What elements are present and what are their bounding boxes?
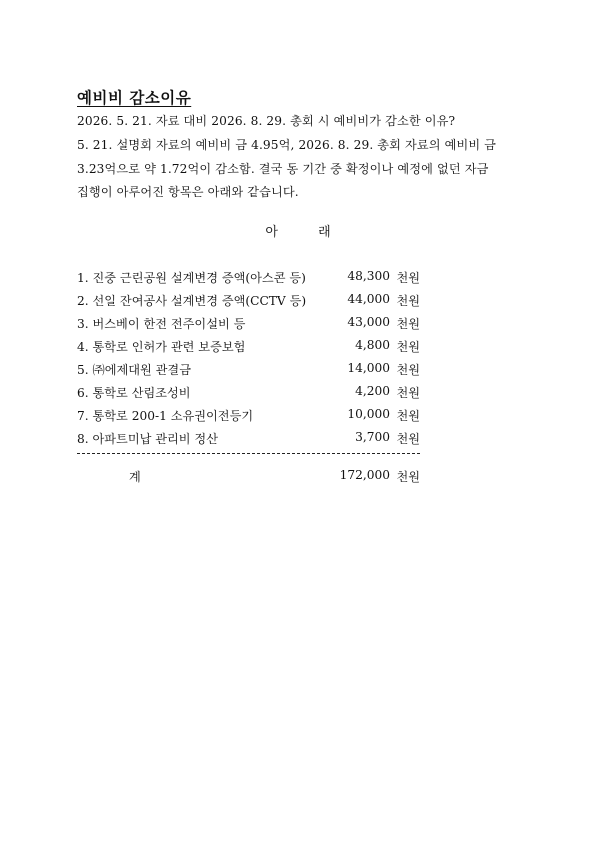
total-row <box>77 468 420 486</box>
paragraph-line-3: 3.23억으로 약 1.72억이 감소함. 결국 동 기간 중 확정이나 예정에 없던 자금 <box>77 162 489 176</box>
expense-item-unit: 천원 <box>396 432 420 446</box>
expense-item-unit: 천원 <box>396 363 420 377</box>
expense-item-amount: 3,700 <box>355 430 390 444</box>
expense-item-unit: 천원 <box>396 340 420 354</box>
section-heading: 아 래 <box>265 225 349 240</box>
expense-item <box>77 384 420 402</box>
dashed-divider <box>77 453 420 454</box>
expense-item-unit: 천원 <box>396 386 420 400</box>
expense-item <box>77 338 420 356</box>
expense-item <box>77 430 420 448</box>
expense-item-amount: 43,000 <box>347 315 390 329</box>
expense-item <box>77 407 420 425</box>
document-title: 예비비 감소이유 <box>77 89 192 107</box>
paragraph-line-4: 집행이 아루어진 항목은 아래와 같습니다. <box>77 185 299 199</box>
expense-item-amount: 4,800 <box>355 338 390 352</box>
expense-item-label: 5. ㈜에제대원 관결금 <box>77 363 191 377</box>
expense-item-label: 3. 버스베이 한전 전주이설비 등 <box>77 317 246 331</box>
expense-item-label: 1. 진중 근린공원 설계변경 증액(아스콘 등) <box>77 271 306 285</box>
expense-item-label: 2. 선일 잔여공사 설계변경 증액(CCTV 등) <box>77 294 307 308</box>
expense-item-amount: 4,200 <box>355 384 390 398</box>
expense-item-amount: 10,000 <box>347 407 390 421</box>
expense-item <box>77 292 420 310</box>
expense-item <box>77 269 420 287</box>
expense-item-label: 4. 통학로 인허가 관련 보증보험 <box>77 340 246 354</box>
expense-item-label: 7. 통학로 200-1 소유권이전등기 <box>77 409 254 423</box>
expense-item-amount: 48,300 <box>347 269 390 283</box>
expense-item-unit: 천원 <box>396 409 420 423</box>
total-label: 계 <box>129 470 141 484</box>
paragraph-line-2: 5. 21. 설명회 자료의 예비비 금 4.95억, 2026. 8. 29. 총회 자료의 예비비 금 <box>77 138 497 152</box>
paragraph-line-1: 2026. 5. 21. 자료 대비 2026. 8. 29. 총회 시 예비비가 감소한 이유? <box>77 114 456 128</box>
expense-item-amount: 44,000 <box>347 292 390 306</box>
expense-item-label: 6. 통학로 산림조성비 <box>77 386 191 400</box>
expense-item-unit: 천원 <box>396 271 420 285</box>
expense-item-label: 8. 아파트미납 관리비 정산 <box>77 432 218 446</box>
expense-item <box>77 315 420 333</box>
expense-item-unit: 천원 <box>396 317 420 331</box>
total-unit: 천원 <box>396 470 420 484</box>
expense-item-amount: 14,000 <box>347 361 390 375</box>
total-amount: 172,000 <box>339 468 390 482</box>
expense-item-unit: 천원 <box>396 294 420 308</box>
expense-item <box>77 361 420 379</box>
